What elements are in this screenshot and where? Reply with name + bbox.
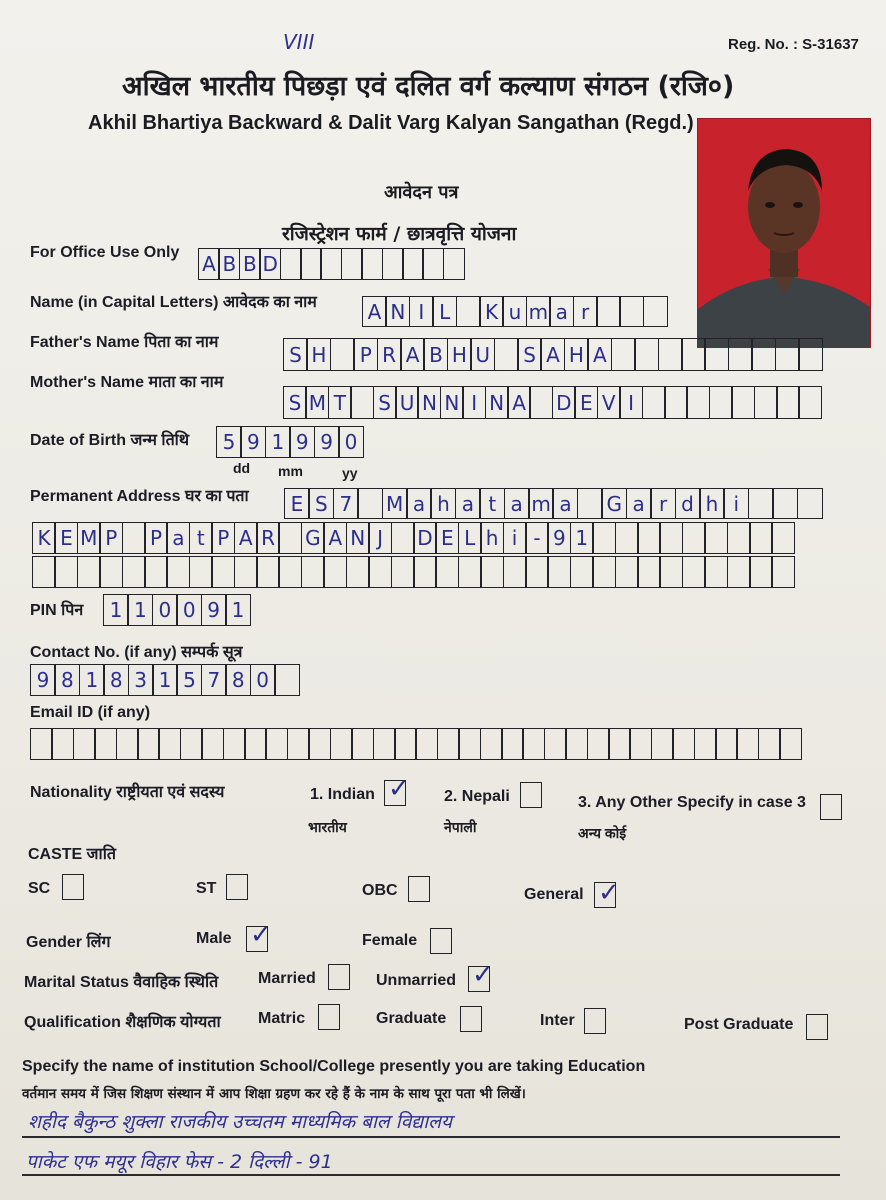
address-line3-boxes[interactable] (32, 556, 795, 588)
char-box[interactable] (323, 556, 347, 588)
char-box[interactable]: M (305, 386, 329, 419)
char-box[interactable] (458, 556, 482, 588)
caste-st-label: ST (196, 880, 217, 897)
char-box[interactable]: 3 (128, 664, 154, 696)
pin-boxes[interactable] (103, 594, 251, 626)
char-box[interactable]: 9 (30, 664, 56, 696)
char-box[interactable]: B (239, 248, 261, 280)
char-box[interactable]: P (353, 338, 378, 371)
char-box[interactable] (501, 728, 524, 760)
char-box[interactable] (256, 556, 280, 588)
marital-married-checkbox[interactable] (328, 964, 350, 990)
char-box[interactable]: 0 (250, 664, 276, 696)
char-box[interactable]: 1 (152, 664, 178, 696)
char-box[interactable] (274, 664, 300, 696)
nationality-other-hindi: अन्य कोई (578, 825, 627, 841)
name-label: Name (in Capital Letters) आवेदक का नाम (30, 294, 317, 311)
char-box[interactable] (731, 386, 755, 419)
char-box[interactable]: r (650, 488, 676, 519)
email-label: Email ID (if any) (30, 704, 151, 721)
char-box[interactable]: N (346, 522, 370, 554)
char-box[interactable] (751, 338, 776, 371)
char-box[interactable]: K (479, 296, 504, 327)
char-box[interactable]: G (601, 488, 627, 519)
char-box[interactable] (727, 556, 751, 588)
char-box[interactable] (394, 728, 417, 760)
marital-married-label: Married (258, 970, 316, 987)
dob-dd-label: dd (233, 460, 251, 476)
gender-female-label: Female (362, 932, 418, 949)
char-box[interactable]: B (218, 248, 240, 280)
char-box[interactable]: 9 (547, 522, 571, 554)
char-box[interactable] (280, 248, 302, 280)
char-box[interactable]: D (552, 386, 576, 419)
char-box[interactable] (391, 522, 415, 554)
caste-general-label: General (524, 886, 584, 903)
char-box[interactable] (122, 522, 146, 554)
char-box[interactable]: M (382, 488, 408, 519)
char-box[interactable] (681, 338, 706, 371)
char-box[interactable] (522, 728, 545, 760)
char-box[interactable]: N (440, 386, 464, 419)
char-box[interactable] (278, 556, 302, 588)
char-box[interactable]: 9 (201, 594, 227, 626)
char-box[interactable]: m (528, 488, 554, 519)
char-box[interactable] (77, 556, 101, 588)
char-box[interactable] (596, 296, 621, 327)
gender-male-tick: ✓ (250, 920, 272, 950)
char-box[interactable]: h (430, 488, 456, 519)
char-box[interactable] (547, 556, 571, 588)
char-box[interactable]: t (189, 522, 213, 554)
char-box[interactable]: S (283, 386, 307, 419)
char-box[interactable] (443, 248, 465, 280)
margin-note: VIII (283, 30, 315, 54)
char-box[interactable] (346, 556, 370, 588)
char-box[interactable]: u (502, 296, 527, 327)
char-box[interactable]: 8 (54, 664, 80, 696)
caste-general-tick: ✓ (598, 878, 620, 908)
char-box[interactable]: E (435, 522, 459, 554)
char-box[interactable]: 5 (176, 664, 202, 696)
char-box[interactable] (637, 522, 661, 554)
marital-unmarried-label: Unmarried (376, 972, 457, 989)
email-boxes[interactable] (30, 728, 802, 760)
char-box[interactable] (694, 728, 717, 760)
char-box[interactable]: H (564, 338, 589, 371)
char-box[interactable] (330, 338, 355, 371)
char-box[interactable]: U (470, 338, 495, 371)
qualification-matric-checkbox[interactable] (318, 1004, 340, 1030)
dob-mm-label: mm (278, 463, 303, 479)
char-box[interactable] (682, 556, 706, 588)
gender-label: Gender लिंग (26, 934, 111, 951)
char-box[interactable]: a (552, 488, 578, 519)
char-box[interactable] (211, 556, 235, 588)
char-box[interactable] (704, 556, 728, 588)
office-use-label: For Office Use Only (30, 244, 180, 261)
char-box[interactable] (458, 728, 481, 760)
char-box[interactable] (480, 556, 504, 588)
mother-name-boxes[interactable] (283, 386, 822, 419)
char-box[interactable]: 8 (103, 664, 129, 696)
char-box[interactable] (234, 556, 258, 588)
char-box[interactable]: P (144, 522, 168, 554)
char-box[interactable]: 1 (570, 522, 594, 554)
address-line1-boxes[interactable] (284, 488, 823, 519)
char-box[interactable]: I (462, 386, 486, 419)
reg-number: Reg. No. : S-31637 (728, 36, 859, 53)
qualification-graduate-label: Graduate (376, 1010, 447, 1027)
nationality-other-checkbox[interactable] (820, 794, 842, 820)
char-box[interactable]: B (423, 338, 448, 371)
char-box[interactable]: I (409, 296, 434, 327)
char-box[interactable] (116, 728, 139, 760)
char-box[interactable] (357, 488, 383, 519)
char-box[interactable]: a (549, 296, 574, 327)
char-box[interactable] (565, 728, 588, 760)
char-box[interactable] (456, 296, 481, 327)
char-box[interactable] (308, 728, 331, 760)
char-box[interactable] (415, 728, 438, 760)
nationality-nepali-label: 2. Nepali (444, 788, 510, 805)
char-box[interactable] (704, 338, 729, 371)
char-box[interactable]: i (503, 522, 527, 554)
char-box[interactable] (637, 556, 661, 588)
char-box[interactable]: 1 (225, 594, 251, 626)
char-box[interactable]: J (368, 522, 392, 554)
contact-boxes[interactable] (30, 664, 300, 696)
char-box[interactable] (99, 556, 123, 588)
qualification-pg-checkbox[interactable] (806, 1014, 828, 1040)
char-box[interactable] (577, 488, 603, 519)
char-box[interactable] (643, 296, 668, 327)
char-box[interactable] (592, 522, 616, 554)
char-box[interactable] (435, 556, 459, 588)
dob-boxes[interactable] (216, 426, 364, 458)
nationality-label: Nationality राष्ट्रीयता एवं सदस्य (30, 784, 225, 801)
char-box[interactable]: a (406, 488, 432, 519)
institution-handwritten-line2: पाकेट एफ मयूर विहार फेस - 2 दिल्ली - 91 (26, 1151, 333, 1173)
char-box[interactable]: E (284, 488, 310, 519)
char-box[interactable]: A (323, 522, 347, 554)
marital-unmarried-tick: ✓ (472, 960, 494, 990)
applicant-photo (697, 118, 871, 348)
org-name-hindi: अखिल भारतीय पिछड़ा एवं दलित वर्ग कल्याण संगठन (रजि०) (122, 71, 735, 102)
char-box[interactable] (137, 728, 160, 760)
char-box[interactable] (51, 728, 74, 760)
char-box[interactable] (144, 556, 168, 588)
char-box[interactable] (704, 522, 728, 554)
char-box[interactable] (201, 728, 224, 760)
char-box[interactable] (244, 728, 267, 760)
char-box[interactable]: S (308, 488, 334, 519)
char-box[interactable]: 5 (216, 426, 242, 458)
char-box[interactable]: 9 (289, 426, 315, 458)
caste-obc-checkbox[interactable] (408, 876, 430, 902)
char-box[interactable]: D (259, 248, 281, 280)
marital-label: Marital Status वैवाहिक स्थिति (24, 974, 219, 991)
char-box[interactable]: N (485, 386, 509, 419)
char-box[interactable] (659, 522, 683, 554)
char-box[interactable] (775, 338, 800, 371)
org-name-english: Akhil Bhartiya Backward & Dalit Varg Kalyan Sangathan (Regd.) (88, 112, 694, 134)
char-box[interactable]: A (587, 338, 612, 371)
char-box[interactable] (715, 728, 738, 760)
char-box[interactable] (682, 522, 706, 554)
char-box[interactable] (391, 556, 415, 588)
char-box[interactable]: a (626, 488, 652, 519)
char-box[interactable] (544, 728, 567, 760)
nationality-other-label: 3. Any Other Specify in case 3 (578, 794, 806, 811)
institution-rule-1 (22, 1136, 840, 1138)
caste-sc-checkbox[interactable] (62, 874, 84, 900)
char-box[interactable]: H (447, 338, 472, 371)
char-box[interactable] (749, 522, 773, 554)
char-box[interactable]: A (362, 296, 387, 327)
char-box[interactable]: G (301, 522, 325, 554)
char-box[interactable] (664, 386, 688, 419)
char-box[interactable] (727, 522, 751, 554)
char-box[interactable]: 1 (79, 664, 105, 696)
char-box[interactable] (629, 728, 652, 760)
char-box[interactable] (180, 728, 203, 760)
char-box[interactable]: P (99, 522, 123, 554)
char-box[interactable] (758, 728, 781, 760)
dob-yy-label: yy (342, 465, 358, 481)
char-box[interactable]: E (54, 522, 78, 554)
char-box[interactable]: N (417, 386, 441, 419)
char-box[interactable] (672, 728, 695, 760)
char-box[interactable] (350, 386, 374, 419)
char-box[interactable] (320, 248, 342, 280)
char-box[interactable]: a (166, 522, 190, 554)
char-box[interactable] (748, 488, 774, 519)
qualification-graduate-checkbox[interactable] (460, 1006, 482, 1032)
institution-rule-2 (22, 1174, 840, 1176)
char-box[interactable] (658, 338, 683, 371)
char-box[interactable]: H (306, 338, 331, 371)
char-box[interactable] (94, 728, 117, 760)
char-box[interactable]: i (723, 488, 749, 519)
form-title: आवेदन पत्र (384, 182, 459, 203)
char-box[interactable] (529, 386, 553, 419)
char-box[interactable]: 9 (314, 426, 340, 458)
char-box[interactable]: T (328, 386, 352, 419)
qualification-inter-label: Inter (540, 1012, 575, 1029)
char-box[interactable]: K (32, 522, 56, 554)
institution-label-hindi: वर्तमान समय में जिस शिक्षण संस्थान में आप शिक्षा ग्रहण कर रहे हैं के नाम के साथ पूरा पता भी लिखें। (22, 1086, 526, 1102)
office-use-boxes (198, 248, 465, 280)
char-box[interactable]: 0 (176, 594, 202, 626)
char-box[interactable] (651, 728, 674, 760)
char-box[interactable] (361, 248, 383, 280)
char-box[interactable]: A (234, 522, 258, 554)
char-box[interactable]: S (373, 386, 397, 419)
char-box[interactable] (798, 338, 823, 371)
father-label: Father's Name पिता का नाम (30, 334, 219, 351)
contact-label: Contact No. (if any) सम्पर्क सूत्र (30, 644, 243, 661)
char-box[interactable]: 1 (103, 594, 129, 626)
char-box[interactable] (615, 556, 639, 588)
char-box[interactable] (373, 728, 396, 760)
char-box[interactable]: a (504, 488, 530, 519)
caste-sc-label: SC (28, 880, 51, 897)
nationality-indian-tick: ✓ (388, 774, 410, 804)
char-box[interactable] (797, 488, 823, 519)
char-box[interactable]: 1 (127, 594, 153, 626)
char-box[interactable]: S (283, 338, 308, 371)
address-label: Permanent Address घर का पता (30, 488, 249, 505)
caste-st-checkbox[interactable] (226, 874, 248, 900)
qualification-pg-label: Post Graduate (684, 1016, 794, 1033)
char-box[interactable]: 0 (338, 426, 364, 458)
char-box[interactable]: t (479, 488, 505, 519)
char-box[interactable]: 0 (152, 594, 178, 626)
caste-obc-label: OBC (362, 882, 398, 899)
char-box[interactable]: h (699, 488, 725, 519)
dob-label: Date of Birth जन्म तिथि (30, 432, 190, 449)
char-box[interactable] (32, 556, 56, 588)
char-box[interactable] (608, 728, 631, 760)
char-box[interactable] (351, 728, 374, 760)
char-box[interactable] (494, 338, 519, 371)
qualification-matric-label: Matric (258, 1010, 306, 1027)
char-box[interactable]: D (413, 522, 437, 554)
qualification-label: Qualification शैक्षणिक योग्यता (24, 1014, 221, 1031)
char-box[interactable] (422, 248, 444, 280)
char-box[interactable] (413, 556, 437, 588)
nationality-indian-hindi: भारतीय (308, 819, 347, 835)
char-box[interactable] (611, 338, 636, 371)
char-box[interactable]: h (480, 522, 504, 554)
char-box[interactable] (301, 556, 325, 588)
char-box[interactable] (587, 728, 610, 760)
char-box[interactable] (480, 728, 503, 760)
pin-label: PIN पिन (30, 602, 84, 619)
char-box[interactable] (503, 556, 527, 588)
char-box[interactable] (771, 556, 795, 588)
char-box[interactable] (223, 728, 246, 760)
char-box[interactable] (300, 248, 322, 280)
char-box[interactable] (779, 728, 802, 760)
nationality-nepali-checkbox[interactable] (520, 782, 542, 808)
char-box[interactable] (287, 728, 310, 760)
nationality-nepali-hindi: नेपाली (444, 819, 477, 835)
char-box[interactable] (736, 728, 759, 760)
father-name-boxes[interactable] (283, 338, 823, 371)
char-box[interactable]: 7 (201, 664, 227, 696)
char-box[interactable]: E (574, 386, 598, 419)
char-box[interactable] (158, 728, 181, 760)
char-box[interactable]: R (377, 338, 402, 371)
char-box[interactable]: a (455, 488, 481, 519)
char-box[interactable] (771, 522, 795, 554)
char-box[interactable]: A (400, 338, 425, 371)
char-box[interactable] (525, 556, 549, 588)
char-box[interactable] (341, 248, 363, 280)
char-box[interactable] (749, 556, 773, 588)
caste-label: CASTE जाति (28, 846, 116, 863)
char-box[interactable]: V (597, 386, 621, 419)
institution-label: Specify the name of institution School/College presently you are taking Education (22, 1058, 646, 1075)
char-box[interactable] (189, 556, 213, 588)
char-box[interactable]: P (211, 522, 235, 554)
gender-female-checkbox[interactable] (430, 928, 452, 954)
char-box[interactable] (265, 728, 288, 760)
char-box[interactable] (382, 248, 404, 280)
char-box[interactable]: A (507, 386, 531, 419)
char-box[interactable] (772, 488, 798, 519)
char-box[interactable]: L (432, 296, 457, 327)
char-box[interactable] (592, 556, 616, 588)
char-box[interactable] (686, 386, 710, 419)
char-box[interactable] (122, 556, 146, 588)
name-boxes[interactable] (362, 296, 668, 327)
char-box[interactable] (73, 728, 96, 760)
char-box[interactable] (30, 728, 53, 760)
char-box[interactable]: 1 (265, 426, 291, 458)
char-box[interactable]: m (526, 296, 551, 327)
char-box[interactable]: S (517, 338, 542, 371)
char-box[interactable]: U (395, 386, 419, 419)
char-box[interactable]: R (256, 522, 280, 554)
qualification-inter-checkbox[interactable] (584, 1008, 606, 1034)
char-box[interactable]: r (573, 296, 598, 327)
char-box[interactable]: - (525, 522, 549, 554)
char-box[interactable] (709, 386, 733, 419)
char-box[interactable] (659, 556, 683, 588)
char-box[interactable]: A (540, 338, 565, 371)
char-box[interactable]: N (385, 296, 410, 327)
char-box[interactable] (54, 556, 78, 588)
char-box[interactable] (166, 556, 190, 588)
char-box[interactable]: 8 (225, 664, 251, 696)
nationality-indian-label: 1. Indian (310, 786, 375, 803)
char-box[interactable] (278, 522, 302, 554)
char-box[interactable]: M (77, 522, 101, 554)
char-box[interactable]: d (675, 488, 701, 519)
char-box[interactable] (570, 556, 594, 588)
address-line2-boxes[interactable] (32, 522, 795, 554)
char-box[interactable]: 7 (333, 488, 359, 519)
char-box[interactable]: I (619, 386, 643, 419)
char-box[interactable] (798, 386, 822, 419)
char-box[interactable] (728, 338, 753, 371)
institution-handwritten-line1: शहीद बैकुन्ठ शुक्ला राजकीय उच्चतम माध्यमिक बाल विद्यालय (28, 1111, 453, 1133)
char-box[interactable] (642, 386, 666, 419)
char-box[interactable] (437, 728, 460, 760)
char-box[interactable]: A (198, 248, 220, 280)
char-box[interactable] (776, 386, 800, 419)
char-box[interactable] (402, 248, 424, 280)
char-box[interactable] (330, 728, 353, 760)
char-box[interactable] (619, 296, 644, 327)
char-box[interactable]: L (458, 522, 482, 554)
char-box[interactable] (368, 556, 392, 588)
char-box[interactable] (754, 386, 778, 419)
char-box[interactable] (615, 522, 639, 554)
form-subtitle: रजिस्ट्रेशन फार्म / छात्रवृत्ति योजना (282, 223, 517, 245)
mother-label: Mother's Name माता का नाम (30, 374, 224, 391)
gender-male-label: Male (196, 930, 232, 947)
char-box[interactable] (634, 338, 659, 371)
char-box[interactable]: 9 (240, 426, 266, 458)
